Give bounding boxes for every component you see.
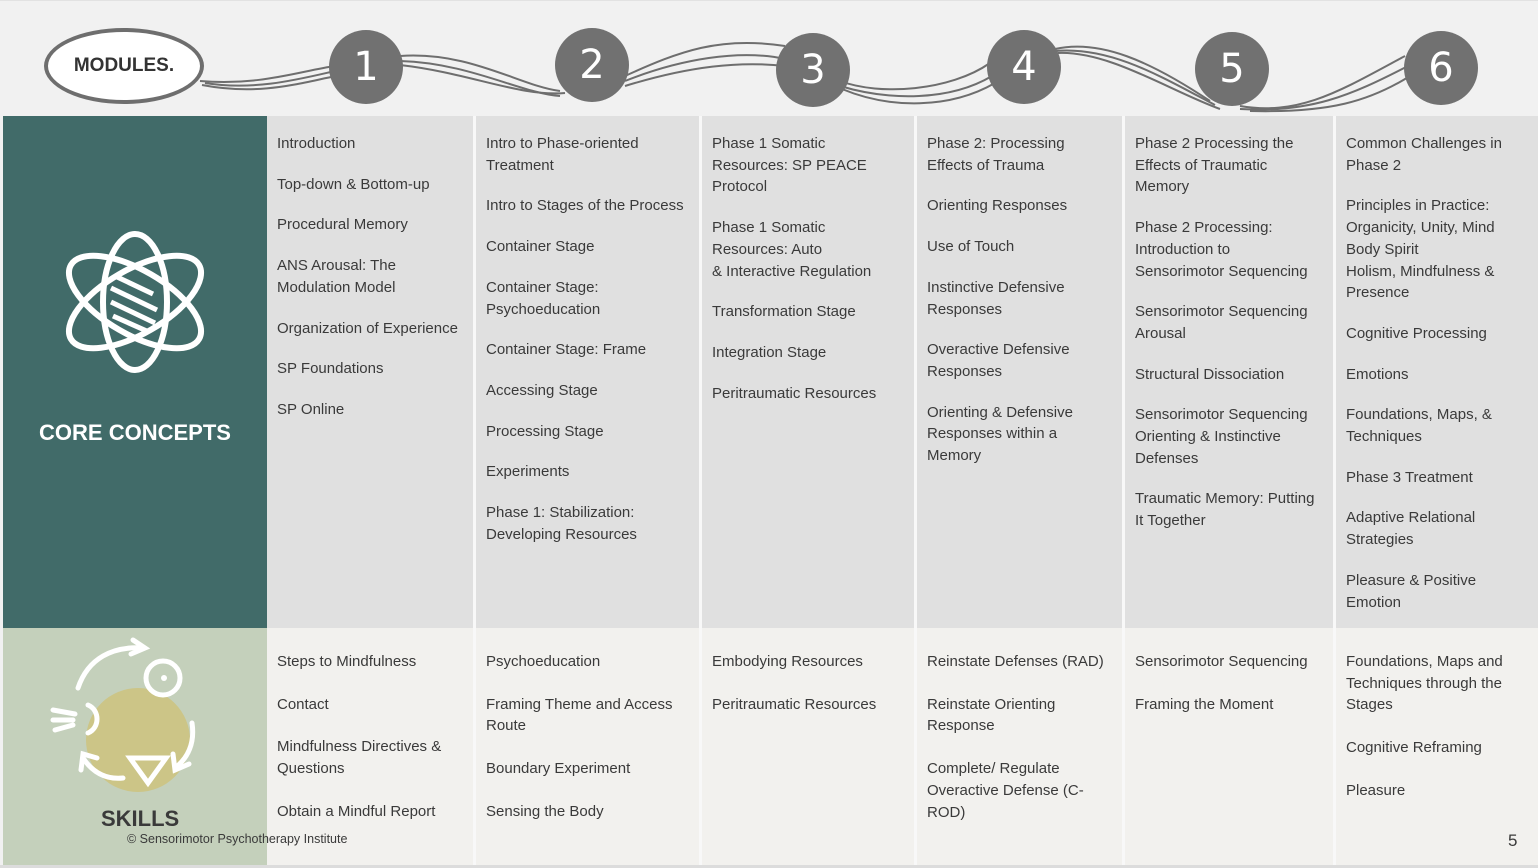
topic-item: Sensorimotor Sequencing Orienting & Instinctive Defenses	[1135, 406, 1308, 467]
topic-item: Foundations, Maps and Techniques through the Stages	[1346, 653, 1503, 714]
module-5-badge: 5	[1195, 32, 1269, 106]
skills-row	[0, 628, 1538, 866]
skills-module-5-column	[1125, 628, 1333, 866]
topic-item: Experiments	[486, 463, 570, 481]
topic-item: Accessing Stage	[486, 381, 598, 399]
topic-item: Integration Stage	[712, 343, 827, 361]
topic-item: Framing Theme and Access Route	[486, 695, 673, 735]
topic-item: Boundary Experiment	[486, 760, 631, 778]
topic-item: Embodying Resources	[712, 653, 863, 670]
topic-item: Obtain a Mindful Report	[277, 802, 436, 820]
topic-item: Container Stage: Psychoeducation	[486, 278, 601, 318]
connecting-strands	[0, 1, 1538, 113]
topic-item: Mindfulness Directives & Questions	[277, 738, 442, 778]
topic-item: Phase 3 Treatment	[1346, 468, 1473, 486]
topic-item: Phase 2 Processing: Introduction to Sensorimotor Sequencing	[1135, 219, 1308, 280]
skills-module-4-column	[917, 628, 1122, 866]
topic-item: Intro to Phase-oriented Treatment	[486, 135, 639, 174]
topic-item: Structural Dissociation	[1135, 365, 1285, 383]
topic-item: Psychoeducation	[486, 653, 601, 670]
core-module-2-column	[476, 116, 699, 628]
core-concepts-label-cell	[3, 116, 267, 628]
atom-icon	[3, 116, 267, 406]
core-concepts-title: CORE CONCEPTS	[39, 420, 231, 445]
topic-item: SP Online	[277, 400, 345, 418]
core-module-6-column	[1336, 116, 1538, 628]
topic-item: Reinstate Defenses (RAD)	[927, 653, 1104, 670]
topic-item: Orienting Responses	[927, 197, 1068, 215]
topic-item: Cognitive Reframing	[1346, 739, 1482, 757]
topic-item: Reinstate Orienting Response	[927, 695, 1056, 735]
modules-header	[0, 0, 1538, 113]
topic-item: Overactive Defensive Responses	[927, 341, 1070, 380]
copyright-notice: © Sensorimotor Psychotherapy Institute	[127, 832, 348, 846]
topic-item: Sensorimotor Sequencing Arousal	[1135, 303, 1308, 342]
topic-item: Sensorimotor Sequencing	[1135, 653, 1308, 670]
topic-item: Traumatic Memory: Putting It Together	[1135, 490, 1315, 530]
core-module-5-column	[1125, 116, 1333, 628]
topic-item: Container Stage	[486, 238, 595, 256]
page-number: 5	[1508, 831, 1518, 850]
core-module-3-column	[702, 116, 914, 628]
topic-item: Cognitive Processing	[1346, 324, 1487, 342]
topic-item: Top-down & Bottom-up	[277, 175, 430, 193]
topic-item: Adaptive Relational Strategies	[1346, 509, 1476, 549]
core-concepts-row	[0, 116, 1538, 628]
topic-item: Contact	[277, 695, 329, 713]
topic-item: Common Challenges in Phase 2	[1346, 135, 1502, 174]
topic-item: Sensing the Body	[486, 802, 604, 820]
core-module-1-column	[267, 116, 473, 628]
topic-item: Orienting & Defensive Responses within a Memory	[927, 403, 1073, 465]
topic-item: Peritraumatic Resources	[712, 384, 877, 402]
topic-item: Transformation Stage	[712, 303, 856, 321]
topic-item: Steps to Mindfulness	[277, 653, 417, 670]
mindfulness-cycle-icon	[3, 628, 267, 798]
topic-item: Introduction	[277, 135, 356, 152]
topic-item: Complete/ Regulate Overactive Defense (C-ROD)	[927, 760, 1084, 821]
topic-item: Phase 2: Processing Effects of Trauma	[927, 135, 1065, 174]
topic-item: Framing the Moment	[1135, 695, 1274, 713]
topic-item: Emotions	[1346, 365, 1409, 383]
topic-item: ANS Arousal: The Modulation Model	[277, 257, 396, 296]
topic-item: Container Stage: Frame	[486, 341, 647, 359]
topic-item: Use of Touch	[927, 238, 1015, 256]
skills-module-3-column	[702, 628, 914, 866]
topic-item: SP Foundations	[277, 360, 384, 378]
module-6-badge: 6	[1404, 31, 1478, 105]
modules-label: MODULES.	[44, 28, 204, 104]
topic-item: Principles in Practice: Organicity, Unity, Mind Body Spirit Holism, Mindfulness & Presence	[1346, 197, 1495, 302]
topic-item: Intro to Stages of the Process	[486, 197, 684, 215]
topic-item: Peritraumatic Resources	[712, 695, 877, 713]
topic-item: Pleasure	[1346, 781, 1406, 799]
topic-item: Phase 1 Somatic Resources: SP PEACE Protocol	[712, 135, 867, 196]
skills-module-1-column	[267, 628, 473, 866]
topic-item: Pleasure & Positive Emotion	[1346, 571, 1477, 611]
topic-item: Procedural Memory	[277, 216, 408, 234]
module-4-badge: 4	[987, 30, 1061, 104]
core-module-4-column	[917, 116, 1122, 628]
topic-item: Organization of Experience	[277, 319, 458, 337]
topic-item: Phase 2 Processing the Effects of Traumatic Memory	[1135, 135, 1294, 196]
topic-item: Phase 1: Stabilization: Developing Resources	[486, 504, 637, 543]
topic-item: Processing Stage	[486, 422, 604, 440]
topic-item: Phase 1 Somatic Resources: Auto & Interactive Regulation	[712, 219, 872, 280]
skills-label-cell	[3, 628, 267, 866]
topic-item: Foundations, Maps, & Techniques	[1346, 406, 1492, 446]
module-1-badge: 1	[329, 30, 403, 104]
skills-title: SKILLS	[101, 806, 180, 831]
topic-item: Instinctive Defensive Responses	[927, 278, 1065, 318]
module-3-badge: 3	[776, 33, 850, 107]
module-2-badge: 2	[555, 28, 629, 102]
skills-module-2-column	[476, 628, 699, 866]
